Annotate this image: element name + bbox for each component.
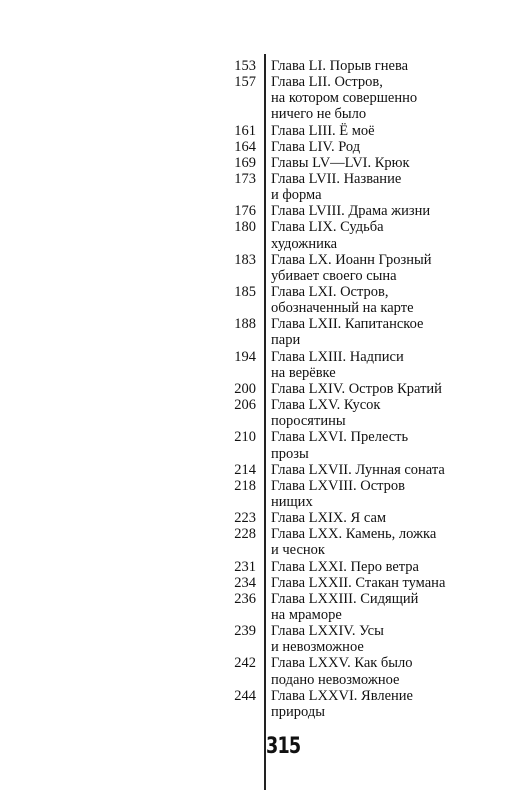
toc-entry	[0, 171, 514, 203]
toc-entry	[0, 284, 514, 316]
toc-entry-page-number: 200	[234, 380, 256, 397]
toc-entry-page-number: 164	[234, 138, 256, 155]
toc-entry	[0, 139, 514, 155]
toc-entry-title: Глава LVII. Название	[271, 171, 402, 187]
toc-entry-page-number: 223	[234, 510, 256, 527]
toc-entry-title-continuation: поросятины	[271, 413, 346, 430]
toc-entry	[0, 349, 514, 381]
toc-entry-title: Глава LXXVI. Явление	[271, 687, 413, 704]
toc-entry-title-continuation: на верёвке	[271, 364, 336, 381]
toc-entry-title-continuation: и форма	[271, 187, 322, 204]
toc-entry-title-continuation: на мраморе	[271, 606, 342, 623]
toc-entry-page-number: 244	[234, 687, 256, 704]
toc-entry	[0, 591, 514, 623]
toc-entry-page-number: 239	[234, 623, 256, 640]
toc-entry-title-continuation: прозы	[271, 445, 309, 462]
toc-entry-title: Глава LXXIV. Усы	[271, 623, 384, 640]
toc-entry-page-number: 231	[234, 558, 256, 575]
toc-entry-title: Глава LXXIII. Сидящий	[271, 590, 419, 607]
toc-entry-title: Глава LXII. Капитанское	[271, 316, 424, 333]
toc-entry-title-continuation: подано невозможное	[271, 671, 400, 688]
toc-entry-title: Глава LII. Остров,	[271, 74, 383, 91]
toc-entry-page-number: 153	[234, 58, 256, 74]
toc-entry	[0, 559, 514, 575]
toc-entry-page-number: 228	[234, 526, 256, 543]
toc-entry-page-number: 161	[234, 122, 256, 139]
toc-entry-title: Глава LXXV. Как было	[271, 655, 413, 672]
toc-entry-page-number: 214	[234, 461, 256, 478]
toc-entry	[0, 510, 514, 526]
toc-entry-title-continuation: природы	[271, 703, 325, 720]
toc-entry-page-number: 180	[234, 219, 256, 236]
toc-entry-page-number: 157	[234, 74, 256, 91]
toc-entry-page-number: 210	[234, 429, 256, 446]
toc-entry-page-number: 234	[234, 574, 256, 591]
toc-entry-page-number: 218	[234, 477, 256, 494]
toc-entry-title: Глава LIII. Ё моё	[271, 122, 375, 139]
toc-entry-page-number: 242	[234, 655, 256, 672]
toc-entry-title-continuation: ничего не было	[271, 106, 367, 123]
toc-entry	[0, 478, 514, 510]
toc-entry-page-number: 188	[234, 316, 256, 333]
toc-entry-page-number: 206	[234, 397, 256, 414]
toc-entry-title: Глава LX. Иоанн Грозный	[271, 251, 432, 268]
toc-entry	[0, 219, 514, 251]
toc-entry	[0, 316, 514, 348]
toc-entry-title: Глава LVIII. Драма жизни	[271, 203, 431, 220]
toc-entry	[0, 655, 514, 687]
toc-entry-title-continuation: нищих	[271, 493, 313, 510]
toc-entry	[0, 688, 514, 720]
toc-entry	[0, 429, 514, 461]
toc-entry-page-number: 194	[234, 348, 256, 365]
toc-entry-title: Глава LXXI. Перо ветра	[271, 558, 419, 575]
toc-entry-page-number: 169	[234, 154, 256, 171]
toc-entry-title: Глава LXI. Остров,	[271, 284, 389, 301]
toc-entry-title-continuation: обозначенный на карте	[271, 300, 414, 317]
toc-entry-title-continuation: пари	[271, 332, 301, 349]
toc-entry-title: Глава LXIII. Надписи	[271, 348, 404, 365]
toc-entry	[0, 575, 514, 591]
toc-entry-title: Глава LXVII. Лунная соната	[271, 461, 445, 478]
toc-entry-title-continuation: на котором совершенно	[271, 90, 418, 107]
toc-entry-title: Глава LXXII. Стакан тумана	[271, 574, 446, 591]
toc-entry	[0, 381, 514, 397]
toc-entry-page-number: 176	[234, 203, 256, 220]
toc-entry	[0, 203, 514, 219]
toc-entry-page-number: 236	[234, 590, 256, 607]
toc-entry	[0, 155, 514, 171]
toc-entry-page-number: 173	[234, 171, 256, 187]
toc-entry	[0, 123, 514, 139]
toc-entry	[0, 397, 514, 429]
page-number: 315	[266, 734, 301, 759]
toc-entry-title: Глава LXVI. Прелесть	[271, 429, 409, 446]
toc-entry	[0, 252, 514, 284]
toc-entry	[0, 58, 514, 74]
toc-entry-title: Глава LXIV. Остров Кратий	[271, 380, 442, 397]
toc-entry-title: Глава LXX. Камень, ложка	[271, 526, 437, 543]
toc-entry-title: Глава LIV. Род	[271, 138, 361, 155]
toc-entry-title-continuation: художника	[271, 235, 338, 252]
toc-entry-page-number: 183	[234, 251, 256, 268]
toc-entry-title: Глава LXV. Кусок	[271, 397, 381, 414]
toc-entry	[0, 526, 514, 558]
toc-entry-title: Главы LV—LVI. Крюк	[271, 154, 410, 171]
table-of-contents	[0, 58, 514, 720]
toc-entry	[0, 74, 514, 122]
toc-entry-page-number: 185	[234, 284, 256, 301]
toc-entry-title-continuation: и чеснок	[271, 542, 325, 559]
toc-entry-title: Глава LXVIII. Остров	[271, 477, 405, 494]
toc-entry	[0, 623, 514, 655]
toc-entry-title: Глава LXIX. Я сам	[271, 510, 387, 527]
toc-entry	[0, 462, 514, 478]
toc-entry-title-continuation: и невозможное	[271, 639, 364, 656]
toc-entry-title: Глава LIX. Судьба	[271, 219, 384, 236]
toc-entry-title: Глава LI. Порыв гнева	[271, 58, 409, 74]
toc-entry-title-continuation: убивает своего сына	[271, 267, 397, 284]
